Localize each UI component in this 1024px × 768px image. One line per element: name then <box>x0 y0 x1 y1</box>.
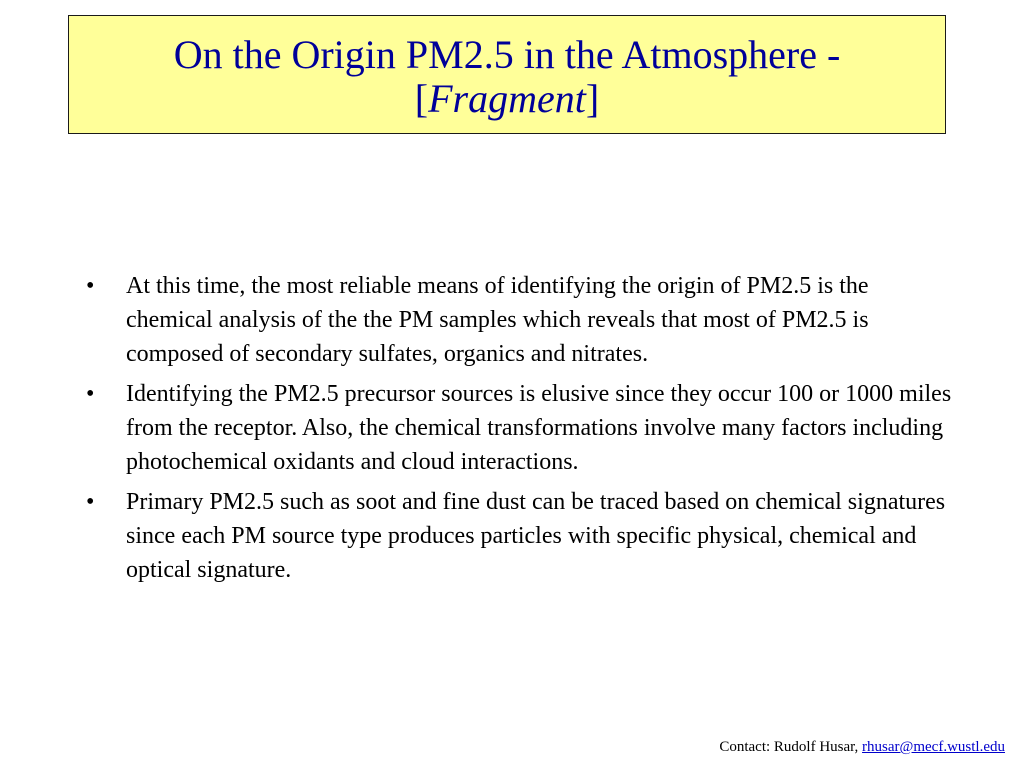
contact-email-link[interactable]: rhusar@mecf.wustl.edu <box>862 739 1005 755</box>
bullet-item <box>84 269 954 371</box>
bullet-text: Identifying the PM2.5 precursor sources is elusive since they occur 100 or 1000 miles from the receptor. Also, the chemical transformations involve many factors including photochemical oxidants and cloud interactions. <box>126 381 952 475</box>
bullet-item <box>84 377 954 479</box>
bullet-item <box>84 485 954 587</box>
bullet-icon: • <box>86 489 95 515</box>
slide-title: On the Origin PM2.5 in the Atmosphere - <box>173 32 841 77</box>
contact-label: Contact: Rudolf Husar, <box>719 739 859 755</box>
bullet-list <box>84 269 954 593</box>
bullet-text: At this time, the most reliable means of identifying the origin of PM2.5 is the chemical analysis of the the PM samples which reveals that most of PM2.5 is composed of secondary sulfates, organics and nitrates. <box>126 273 869 367</box>
slide-title-subtitle <box>69 77 945 121</box>
title-fragment: Fragment <box>428 76 586 121</box>
title-bracket-close: ] <box>585 76 600 121</box>
bullet-icon: • <box>86 381 95 407</box>
bullet-text: Primary PM2.5 such as soot and fine dust can be traced based on chemical signatures since each PM source type produces particles with specific physical, chemical and optical signature. <box>126 489 946 583</box>
footer-contact <box>719 738 1005 756</box>
slide-title-box <box>68 15 946 134</box>
bullet-icon: • <box>86 273 95 299</box>
title-bracket-open: [ <box>414 76 429 121</box>
